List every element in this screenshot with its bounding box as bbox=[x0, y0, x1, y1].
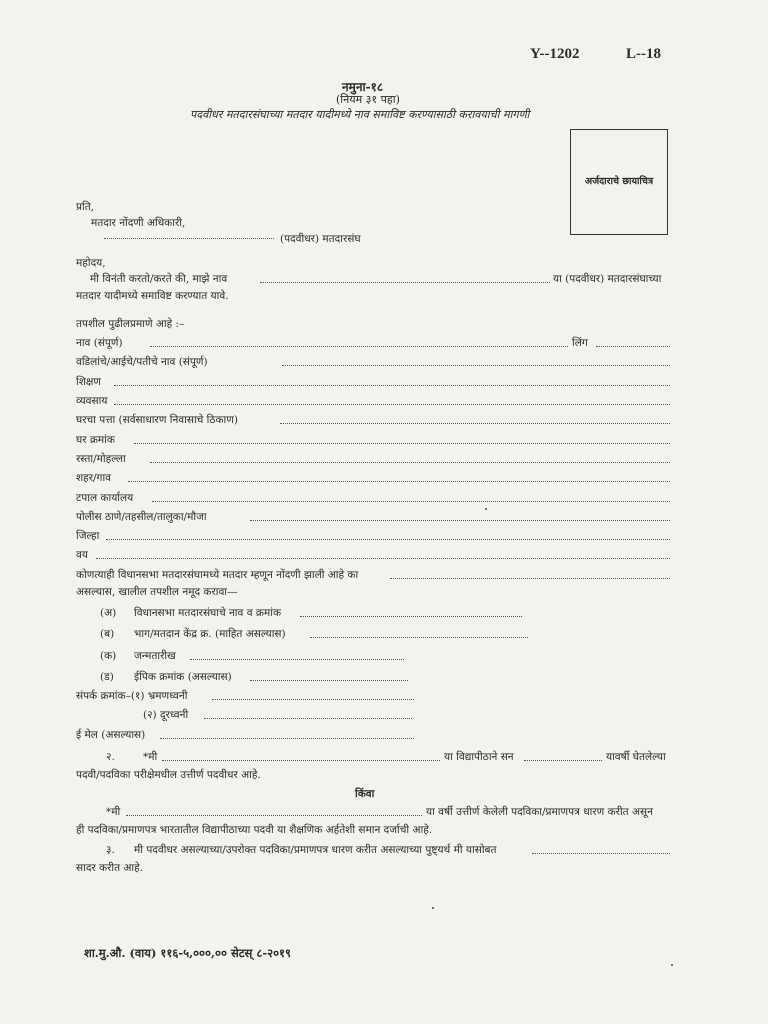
request-prefix: मी विनंती करतो/करते की, माझे नाव bbox=[90, 273, 228, 285]
form-code-l: L--18 bbox=[626, 46, 661, 62]
age-label: वय bbox=[76, 549, 88, 561]
press-footer: शा.मु.औ. (वाय) ११६-५,०००,०० सेटस् ८-२०१९ bbox=[84, 946, 292, 960]
scan-speck bbox=[485, 508, 487, 510]
year-field[interactable] bbox=[524, 760, 602, 761]
declaration-2-mi: *मी bbox=[143, 751, 158, 763]
request-name-field[interactable] bbox=[260, 282, 550, 283]
post-office-label: टपाल कार्यालय bbox=[76, 492, 134, 504]
email-field[interactable] bbox=[160, 738, 414, 739]
constituency-label: (पदवीधर) मतदारसंघ bbox=[280, 233, 361, 245]
item-c-label: जन्मतारीख bbox=[134, 650, 176, 662]
officer-label: मतदार नोंदणी अधिकारी, bbox=[91, 217, 186, 229]
rule-reference: (नियम ३१ पहा) bbox=[336, 93, 400, 106]
age-field[interactable] bbox=[96, 558, 670, 559]
university-label: या विद्यापीठाने सन bbox=[444, 751, 514, 763]
mahoday-label: महोदय, bbox=[76, 257, 106, 269]
proof-field[interactable] bbox=[532, 853, 670, 854]
phone-field[interactable] bbox=[204, 718, 412, 719]
declaration-2-number: २. bbox=[106, 751, 115, 763]
parent-field[interactable] bbox=[282, 365, 670, 366]
request-line-2: मतदार यादीमध्ये समाविष्ट करण्यात यावे. bbox=[76, 290, 229, 302]
item-d-field[interactable] bbox=[250, 680, 408, 681]
form-title: नमुना-१८ bbox=[342, 80, 384, 94]
assembly-note: असल्यास, खालील तपशील नमूद करावा— bbox=[76, 586, 238, 598]
street-field[interactable] bbox=[150, 462, 670, 463]
street-label: रस्ता/मोहल्ला bbox=[76, 453, 126, 465]
mobile-label: संपर्क क्रमांक–(१) भ्रमणध्वनी bbox=[76, 690, 188, 702]
assembly-question: कोणत्याही विधानसभा मतदारसंघामध्ये मतदार म्हणून नोंदणी झाली आहे का bbox=[76, 569, 359, 581]
scan-speck bbox=[432, 907, 434, 909]
item-a-field[interactable] bbox=[300, 616, 522, 617]
declaration-alt-line-2: ही पदविका/प्रमाणपत्र भारतातील विद्यापीठाच्या पदवी या शैक्षणिक अर्हतेशी समान दर्जाची आहे. bbox=[76, 824, 433, 836]
house-no-label: घर क्रमांक bbox=[76, 434, 115, 446]
details-heading: तपशील पुढीलप्रमाणे आहे :– bbox=[76, 318, 185, 330]
declaration-2-line-2: पदवी/पदविका परीक्षेमधील उत्तीर्ण पदवीधर आहे. bbox=[76, 769, 261, 781]
police-field[interactable] bbox=[250, 520, 670, 521]
photo-box-label: अर्जदाराचे छायाचित्र bbox=[584, 176, 654, 187]
occupation-field[interactable] bbox=[114, 404, 670, 405]
item-d-mark: (ड) bbox=[100, 671, 114, 683]
education-field[interactable] bbox=[114, 385, 670, 386]
district-field[interactable] bbox=[106, 539, 670, 540]
address-label: घरचा पत्ता (सर्वसाधारण निवासाचे ठिकाण) bbox=[76, 414, 238, 426]
name-label: नाव (संपूर्ण) bbox=[76, 337, 123, 349]
city-label: शहर/गाव bbox=[76, 472, 112, 484]
item-c-mark: (क) bbox=[100, 650, 117, 662]
item-c-field[interactable] bbox=[190, 659, 404, 660]
assembly-answer-field[interactable] bbox=[390, 578, 670, 579]
gender-label: लिंग bbox=[572, 337, 588, 349]
constituency-dots bbox=[104, 238, 274, 239]
item-d-label: ईपिक क्रमांक (असल्यास) bbox=[134, 671, 232, 683]
occupation-label: व्यवसाय bbox=[76, 395, 108, 407]
house-no-field[interactable] bbox=[134, 443, 670, 444]
or-label: किंवा bbox=[355, 788, 375, 800]
parent-label: वडिलांचे/आईचे/पतीचे नाव (संपूर्ण) bbox=[76, 356, 208, 368]
name-field[interactable] bbox=[150, 346, 568, 347]
declaration-alt-suffix: या वर्षी उत्तीर्ण केलेली पदविका/प्रमाणपत्र धारण करीत असून bbox=[426, 806, 653, 818]
item-a-label: विधानसभा मतदारसंघाचे नाव व क्रमांक bbox=[134, 607, 282, 619]
scan-speck bbox=[671, 964, 673, 966]
email-label: ई मेल (असल्यास) bbox=[76, 729, 146, 741]
declaration-3-text: मी पदवीधर असल्याच्या/उपरोक्त पदविका/प्रमाणपत्र धारण करीत असल्याच्या पुष्ट्यर्थ मी यासोबत bbox=[134, 844, 497, 856]
declaration-3-number: ३. bbox=[106, 844, 115, 856]
year-suffix: यावर्षी घेतलेल्या bbox=[606, 751, 666, 763]
applicant-photo-box bbox=[570, 129, 668, 235]
gender-field[interactable] bbox=[596, 346, 670, 347]
city-field[interactable] bbox=[128, 481, 670, 482]
declaration-alt-mi: *मी bbox=[106, 806, 121, 818]
prati-label: प्रति, bbox=[76, 201, 95, 213]
phone-label: (२) दूरध्वनी bbox=[143, 709, 189, 721]
address-field[interactable] bbox=[280, 423, 670, 424]
graduate-name-field[interactable] bbox=[162, 760, 440, 761]
post-office-field[interactable] bbox=[152, 501, 670, 502]
form-subtitle: पदवीधर मतदारसंघाच्या मतदार यादीमध्ये नाव समाविष्ट करण्यासाठी करावयाची मागणी bbox=[190, 108, 530, 121]
item-a-mark: (अ) bbox=[100, 607, 117, 619]
diploma-name-field[interactable] bbox=[126, 815, 422, 816]
item-b-mark: (ब) bbox=[100, 628, 115, 640]
police-label: पोलीस ठाणे/तहसील/तालुका/मौजा bbox=[76, 511, 207, 523]
mobile-field[interactable] bbox=[212, 699, 414, 700]
education-label: शिक्षण bbox=[76, 376, 101, 388]
item-b-field[interactable] bbox=[310, 637, 528, 638]
item-b-label: भाग/मतदान केंद्र क्र. (माहित असल्यास) bbox=[134, 628, 286, 640]
form-code-y: Y--1202 bbox=[530, 46, 580, 62]
request-suffix: या (पदवीधर) मतदारसंघाच्या bbox=[553, 273, 662, 285]
declaration-3-line-2: सादर करीत आहे. bbox=[76, 862, 144, 874]
district-label: जिल्हा bbox=[76, 530, 100, 542]
